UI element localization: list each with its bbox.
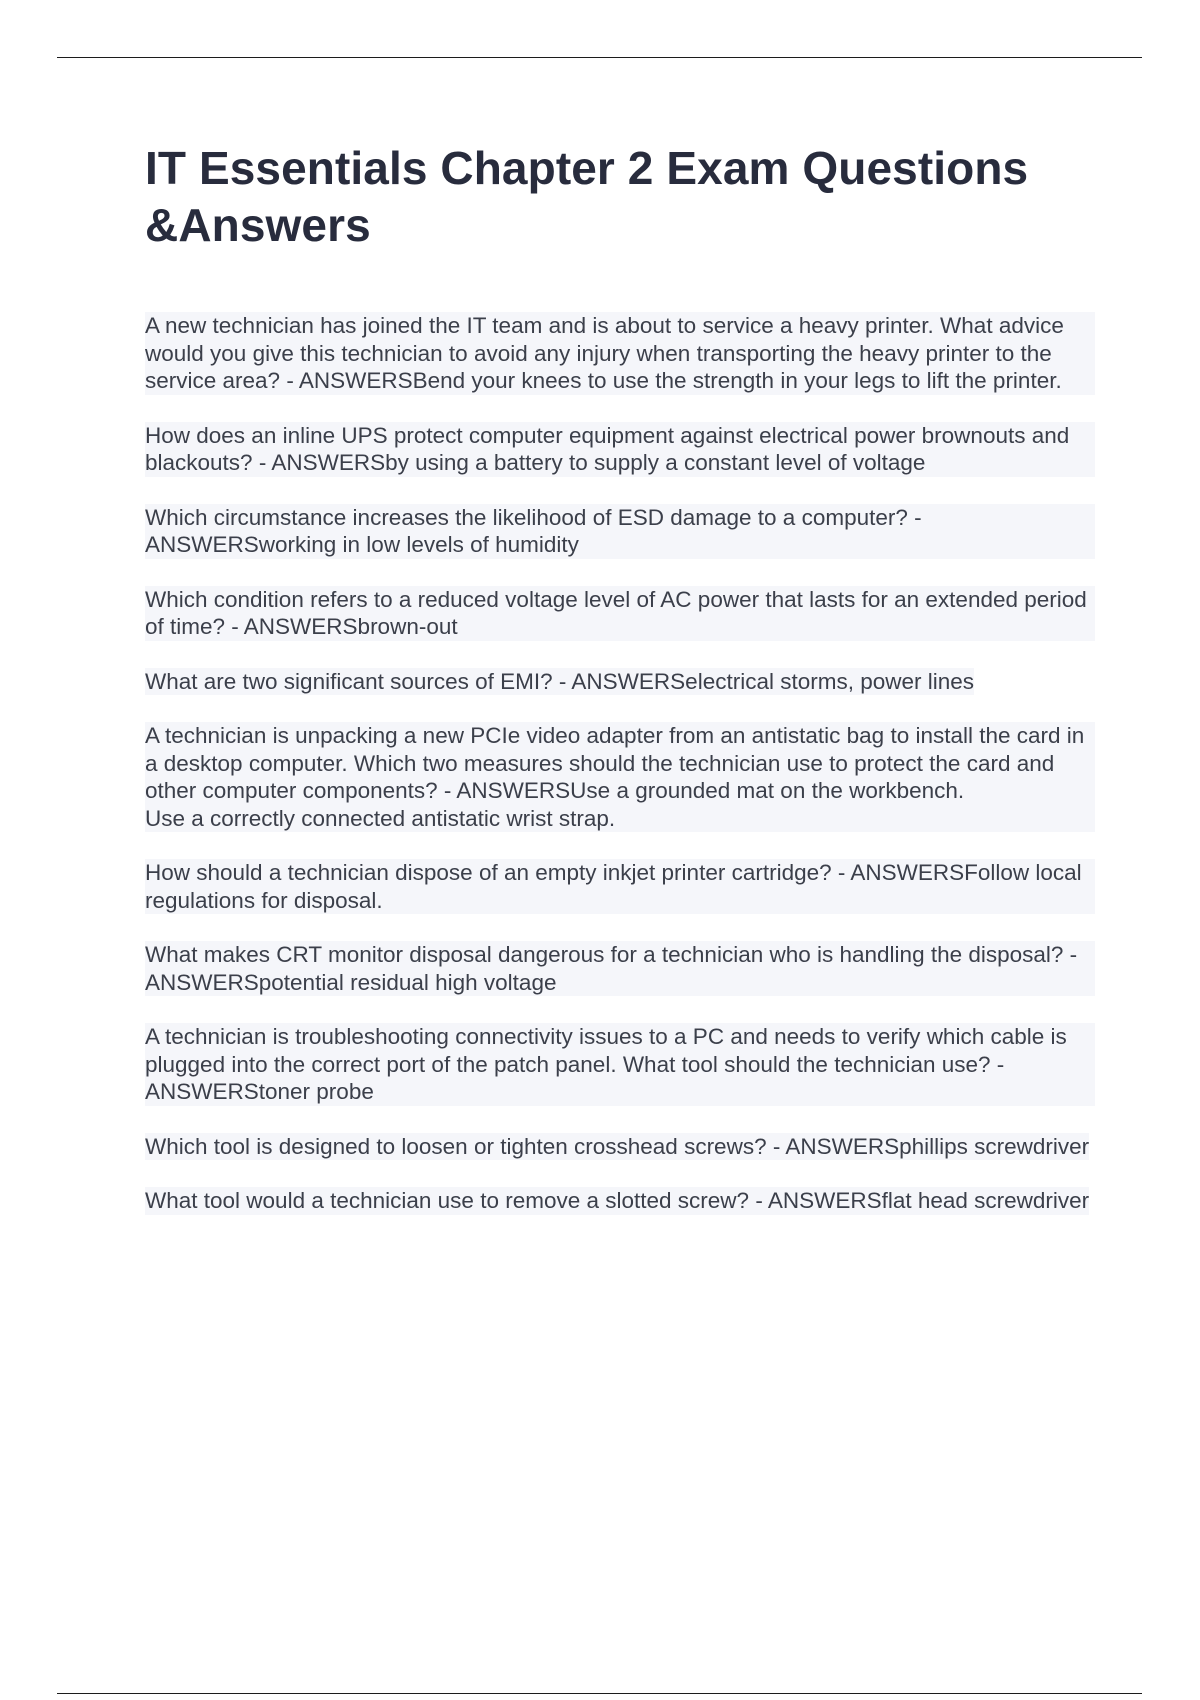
qa-item: What are two significant sources of EMI? - ANSWERSelectrical storms, power lines (145, 668, 975, 694)
qa-item: What makes CRT monitor disposal dangerous for a technician who is handling the disposal? - ANSWERSpotential residual high voltage (145, 941, 1095, 996)
document-body (145, 140, 1095, 1242)
qa-item: A technician is troubleshooting connectivity issues to a PC and needs to verify which cable is plugged into the correct port of the patch panel. What tool should the technician use? - ANSWERStoner probe (145, 1023, 1095, 1106)
qa-list (145, 312, 1095, 1215)
qa-item: Which condition refers to a reduced voltage level of AC power that lasts for an extended period of time? - ANSWERSbrown-out (145, 586, 1095, 641)
qa-item: A technician is unpacking a new PCIe video adapter from an antistatic bag to install the card in a desktop computer. Which two measures should the technician use to protect the card and other computer components? - ANSWERSUse a grounded mat on the workbench. Use a correctly connected antistatic wrist strap. (145, 722, 1095, 832)
qa-item: Which tool is designed to loosen or tighten crosshead screws? - ANSWERSphillips screwdriver (145, 1133, 1090, 1159)
qa-item: How does an inline UPS protect computer equipment against electrical power brownouts and blackouts? - ANSWERSby using a battery to supply a constant level of voltage (145, 422, 1095, 477)
qa-item: A new technician has joined the IT team and is about to service a heavy printer. What advice would you give this technician to avoid any injury when transporting the heavy printer to the service area? - ANSWERSBend your knees to use the strength in your legs to lift the printer. (145, 312, 1095, 395)
document-title: IT Essentials Chapter 2 Exam Questions &Answers (145, 142, 1029, 251)
top-divider (57, 57, 1142, 58)
qa-item: What tool would a technician use to remove a slotted screw? - ANSWERSflat head screwdriver (145, 1188, 1090, 1213)
qa-item: How should a technician dispose of an empty inkjet printer cartridge? - ANSWERSFollow local regulations for disposal. (145, 859, 1095, 914)
bottom-divider (57, 1693, 1142, 1694)
qa-item: Which circumstance increases the likelihood of ESD damage to a computer? - ANSWERSworking in low levels of humidity (145, 504, 1095, 559)
